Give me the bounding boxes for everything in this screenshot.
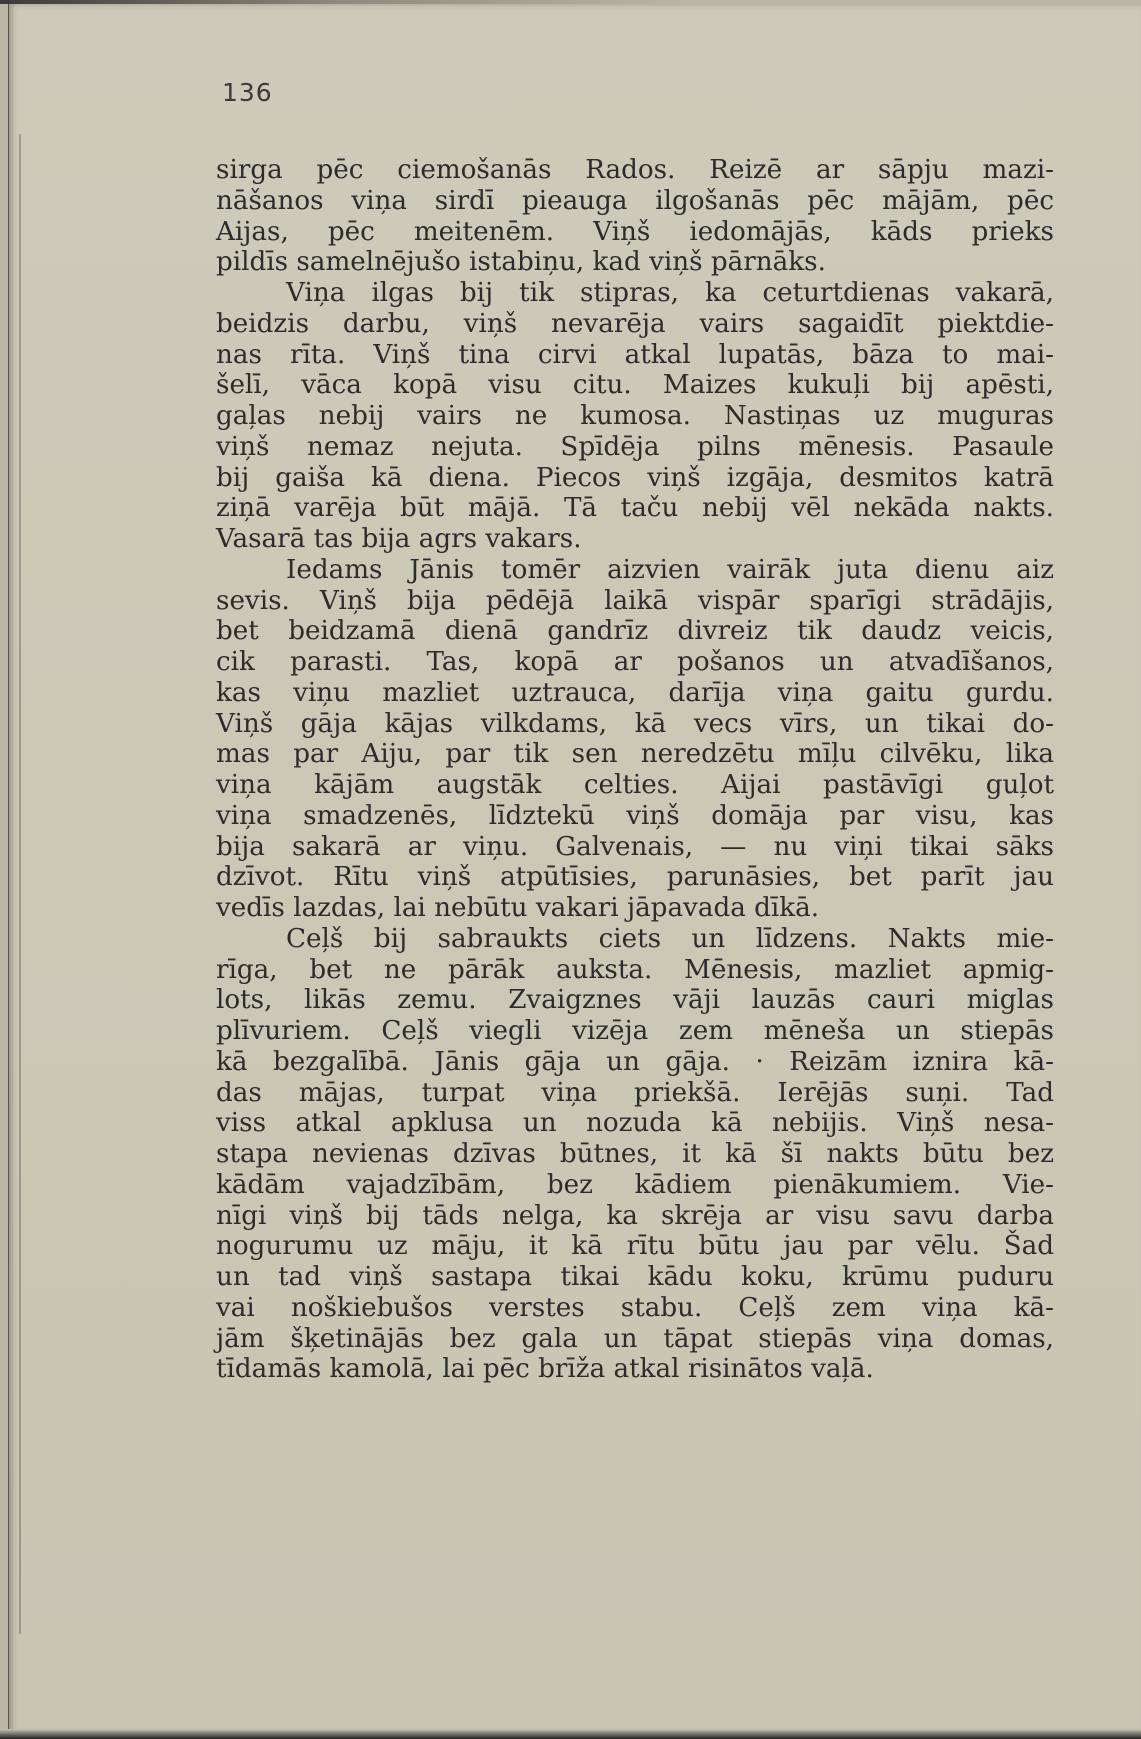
text-line: bet beidzamā dienā gandrīz divreiz tik daudz veicis,	[216, 616, 1054, 647]
text-line: nāšanos viņa sirdī pieauga ilgošanās pēc mājām, pēc	[216, 185, 1054, 216]
text-line: viss atkal apklusa un nozuda kā nebijis. Viņš nesa-	[216, 1108, 1054, 1139]
text-line: plīvuriem. Ceļš viegli vizēja zem mēneša un stiepās	[216, 1016, 1054, 1046]
text-line: bija sakarā ar viņu. Galvenais, — nu viņi tikai sāks	[216, 831, 1054, 862]
text-line: gaļas nebij vairs ne kumosa. Nastiņas uz muguras	[216, 401, 1054, 431]
text-line: un tad viņš sastapa tikai kādu koku, krūmu puduru	[216, 1262, 1054, 1292]
text-line: sirga pēc ciemošanās Rados. Reizē ar sāpju mazi-	[216, 155, 1054, 185]
text-line: kādām vajadzībām, bez kādiem pienākumiem. Vie-	[216, 1169, 1054, 1200]
text-line: viņa smadzenēs, līdztekū viņš domāja par visu, kas	[216, 800, 1054, 831]
text-line: kas viņu mazliet uztrauca, darīja viņa gaitu gurdu.	[216, 677, 1054, 708]
text-line: vedīs lazdas, lai nebūtu vakari jāpavada dīkā.	[216, 893, 820, 923]
text-line: bij gaiša kā diena. Piecos viņš izgāja, desmitos katrā	[216, 462, 1054, 493]
text-line: pildīs samelnējušo istabiņu, kad viņš pārnāks.	[216, 247, 826, 278]
text-line: viņš nemaz nejuta. Spīdēja pilns mēnesis. Pasaule	[216, 431, 1054, 462]
text-line: sevis. Viņš bija pēdējā laikā vispār sparīgi strādājis,	[216, 585, 1054, 616]
text-line: šelī, vāca kopā visu citu. Maizes kukuļi bij apēsti,	[216, 370, 1054, 401]
page-bottom-edge	[0, 1729, 1141, 1739]
body-text	[216, 155, 1054, 1385]
text-line: Vasarā tas bija agrs vakars.	[216, 524, 582, 554]
text-line: beidzis darbu, viņš nevarēja vairs sagaidīt piektdie-	[216, 308, 1054, 339]
text-line: viņa kājām augstāk celties. Aijai pastāvīgi guļot	[216, 770, 1054, 800]
text-line: lots, likās zemu. Zvaigznes vāji lauzās cauri miglas	[216, 985, 1054, 1016]
text-line: rīga, bet ne pārāk auksta. Mēnesis, mazliet apmig-	[216, 954, 1054, 985]
text-line: ziņā varēja būt mājā. Tā taču nebij vēl nekāda nakts.	[216, 493, 1054, 524]
text-line: cik parasti. Tas, kopā ar pošanos un atvadīšanos,	[216, 647, 1054, 677]
text-line: das mājas, turpat viņa priekšā. Ierējās suņi. Tad	[216, 1077, 1054, 1108]
text-line: vai noškiebušos verstes stabu. Ceļš zem viņa kā-	[216, 1292, 1054, 1323]
page-number: 136	[222, 78, 273, 107]
text-line: stapa nevienas dzīvas būtnes, it kā šī nakts būtu bez	[216, 1139, 1054, 1169]
text-line: kā bezgalībā. Jānis gāja un gāja. · Reizām iznira kā-	[216, 1046, 1054, 1077]
text-line: Aijas, pēc meitenēm. Viņš iedomājās, kāds prieks	[216, 216, 1054, 247]
text-line: Viņa ilgas bij tik stipras, ka ceturtdienas vakarā,	[286, 278, 1054, 308]
text-line: Ceļš bij sabraukts ciets un līdzens. Nakts mie-	[286, 923, 1054, 954]
spine-shadow	[19, 134, 21, 1634]
text-line: nas rīta. Viņš tina cirvi atkal lupatās, bāza to mai-	[216, 339, 1054, 370]
text-line: dzīvot. Rītu viņš atpūtīsies, parunāsies, bet parīt jau	[216, 862, 1054, 893]
text-line: nīgi viņš bij tāds nelga, ka skrēja ar visu savu darba	[216, 1200, 1054, 1231]
text-line: nogurumu uz māju, it kā rītu būtu jau par vēlu. Šad	[216, 1231, 1054, 1262]
text-line: tīdamās kamolā, lai pēc brīža atkal risinātos vaļā.	[216, 1354, 874, 1385]
text-line: jām šķetinājās bez gala un tāpat stiepās viņa domas,	[216, 1323, 1054, 1354]
text-line: Viņš gāja kājas vilkdams, kā vecs vīrs, un tikai do-	[216, 708, 1054, 739]
text-line: mas par Aiju, par tik sen neredzētu mīļu cilvēku, lika	[216, 739, 1054, 770]
text-line: Iedams Jānis tomēr aizvien vairāk juta dienu aiz	[286, 554, 1054, 585]
